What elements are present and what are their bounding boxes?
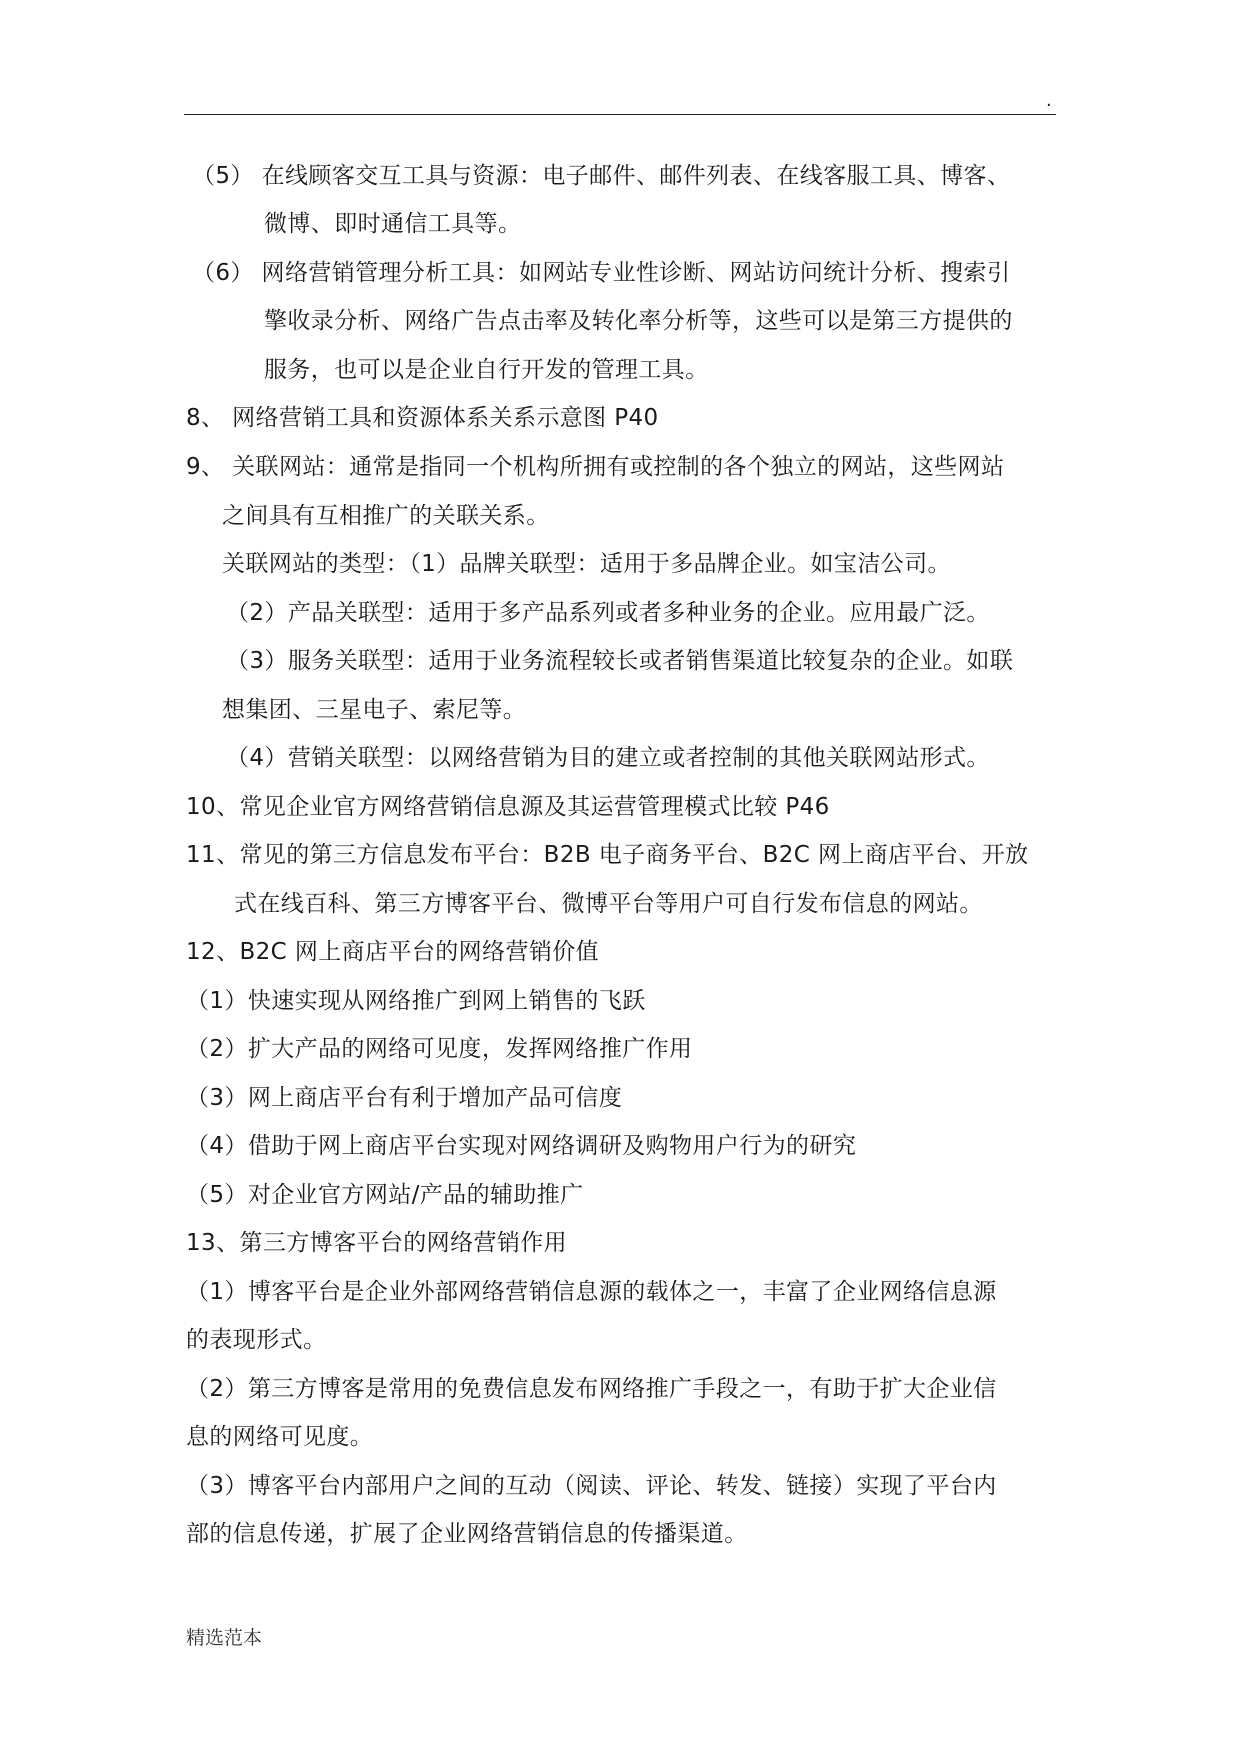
text-line: （2）产品关联型：适用于多产品系列或者多种业务的企业。应用最广泛。 xyxy=(226,600,990,626)
text-line: （4）营销关联型：以网络营销为目的建立或者控制的其他关联网站形式。 xyxy=(226,745,990,771)
page-footer: 精选范本 xyxy=(186,1627,263,1649)
text-line: （5） 在线顾客交互工具与资源：电子邮件、邮件列表、在线客服工具、博客、 xyxy=(192,163,1011,189)
text-line: （1）快速实现从网络推广到网上销售的飞跃 xyxy=(186,988,646,1014)
text-line: （2）扩大产品的网络可见度，发挥网络推广作用 xyxy=(186,1036,693,1062)
text-line: 9、 关联网站：通常是指同一个机构所拥有或控制的各个独立的网站，这些网站 xyxy=(186,454,1005,480)
text-line: （3）网上商店平台有利于增加产品可信度 xyxy=(186,1085,623,1111)
text-line: 部的信息传递，扩展了企业网络营销信息的传播渠道。 xyxy=(186,1521,748,1547)
text-line: 8、 网络营销工具和资源体系关系示意图 P40 xyxy=(186,405,659,431)
text-line: 服务，也可以是企业自行开发的管理工具。 xyxy=(264,357,709,383)
text-line: （6） 网络营销管理分析工具：如网站专业性诊断、网站访问统计分析、搜索引 xyxy=(192,260,1011,286)
text-line: 息的网络可见度。 xyxy=(186,1424,374,1450)
text-line: 微博、即时通信工具等。 xyxy=(264,211,522,237)
text-line: 13、第三方博客平台的网络营销作用 xyxy=(186,1230,568,1256)
text-line: 式在线百科、第三方博客平台、微博平台等用户可自行发布信息的网站。 xyxy=(234,891,983,917)
text-line: （2）第三方博客是常用的免费信息发布网络推广手段之一，有助于扩大企业信 xyxy=(186,1376,997,1402)
header-rule xyxy=(184,114,1056,115)
text-line: （3）博客平台内部用户之间的互动（阅读、评论、转发、链接）实现了平台内 xyxy=(186,1473,997,1499)
text-line: 想集团、三星电子、索尼等。 xyxy=(222,697,527,723)
text-line: 擎收录分析、网络广告点击率及转化率分析等，这些可以是第三方提供的 xyxy=(264,308,1013,334)
text-line: （3）服务关联型：适用于业务流程较长或者销售渠道比较复杂的企业。如联 xyxy=(226,648,1014,674)
text-line: 12、B2C 网上商店平台的网络营销价值 xyxy=(186,939,600,965)
header-mark: . xyxy=(1046,90,1052,111)
text-line: 11、常见的第三方信息发布平台：B2B 电子商务平台、B2C 网上商店平台、开放 xyxy=(186,842,1029,868)
text-line: 之间具有互相推广的关联关系。 xyxy=(222,503,550,529)
text-line: 的表现形式。 xyxy=(186,1327,327,1353)
text-line: （1）博客平台是企业外部网络营销信息源的载体之一，丰富了企业网络信息源 xyxy=(186,1279,997,1305)
text-line: （4）借助于网上商店平台实现对网络调研及购物用户行为的研究 xyxy=(186,1133,857,1159)
text-line: （5）对企业官方网站/产品的辅助推广 xyxy=(186,1182,584,1208)
text-line: 10、常见企业官方网络营销信息源及其运营管理模式比较 P46 xyxy=(186,794,830,820)
text-line: 关联网站的类型：（1）品牌关联型：适用于多品牌企业。如宝洁公司。 xyxy=(222,551,951,577)
